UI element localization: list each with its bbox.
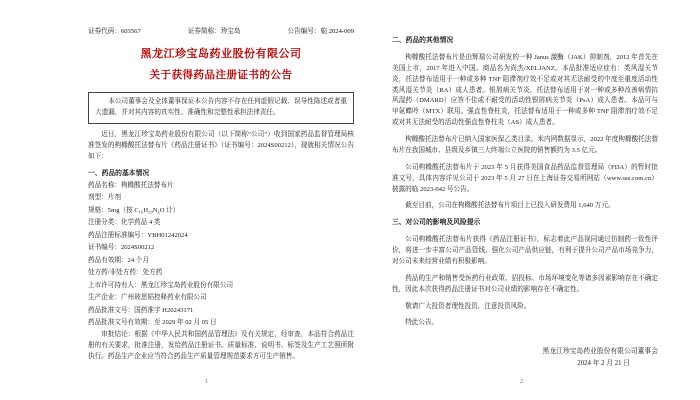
certificate-no-line: 证书编号：2024S00212: [88, 244, 155, 252]
announcement-date: 2024 年 2 月 21 日: [577, 360, 630, 368]
specification-line: 规格：5mg（按 C₁₆H₂₀N₆O 计）: [88, 206, 180, 214]
validity-period-line: 药品有效期：24 个月: [88, 256, 149, 264]
closing-paragraph: 特此公告。: [405, 319, 439, 327]
stock-short-name: 证券简称：珍宝岛: [187, 28, 241, 35]
securities-meta-row: [88, 28, 354, 37]
registration-class-line: 注册分类：化学药品 4 类: [88, 219, 161, 227]
section-2-heading: 二、药品的其他情况: [392, 37, 454, 44]
drug-basic-info-list: [88, 180, 354, 330]
page-number-1: 1: [205, 378, 209, 385]
stock-code: 证券代码：603567: [88, 28, 141, 35]
announcement-number: 公告编号：临 2024-009: [287, 28, 354, 35]
page-number-2: 2: [520, 378, 524, 385]
announcement-title: 关于获得药品注册证书的公告: [149, 69, 293, 81]
fda-approval-paragraph: 公司枸橼酸托法替布片于 2023 年 5 月获得美国食品药品监督管理局（FDA）的暂时批准文号，具体内容详见公司于 2023 年 5 月 27 日在上海证券交易所网站（www.sse.com.cn）披露的临 2023-042 号公告。: [392, 163, 658, 193]
section-3-heading: 三、对公司的影响及风险提示: [392, 219, 481, 227]
impact-paragraph: 公司枸橼酸托法替布片获得《药品注册证书》，标志着此产品视同通过仿制药一致性评价，将进一步丰富公司产品管线，强化公司产品供应链，有利于提升公司产品市场竞争力，对公司未来经营业绩有积极影响。: [392, 236, 658, 265]
prescription-type-line: 处方药/非处方药：处方药: [88, 269, 163, 277]
manufacturer-line: 生产企业：广州玻思韬控释药业有限公司: [88, 294, 207, 302]
intro-paragraph: 近日，黑龙江珍宝岛药业股份有限公司（以下简称“公司”）收到国家药品监督管理局核准签发的枸橼酸托法替布片《药品注册证书》（证书编号：2024S00212），现就相关情况公告如下：: [88, 131, 354, 160]
rd-cost-paragraph: 截至目前，公司在枸橼酸托法替布片项目上已投入研发费用 1,640 万元。: [405, 202, 615, 210]
investor-advice-paragraph: 敬请广大投资者理性投资，注意投资风险。: [405, 302, 531, 310]
license-holder-line: 上市许可持有人：黑龙江珍宝岛药业股份有限公司: [88, 281, 234, 289]
announcement-page-2: [392, 36, 658, 368]
market-data-paragraph: 枸橼酸托法替布片已纳入国家医保乙类目录。米内网数据显示，2022 年度枸橼酸托法替布片在我国城市、县级及乡镇三大终端公立医院的销售额约为 3.5 亿元。: [392, 136, 658, 154]
board-signature: 黑龙江珍宝岛药业股份有限公司董事会: [542, 348, 658, 356]
section-1-heading: 一、药品的基本情况: [88, 169, 150, 177]
drug-name-line: 药品名称：枸橼酸托法替布片: [88, 181, 174, 189]
announcement-page-1: [88, 28, 354, 362]
approval-number-line: 药品批准文号：国药准字 H20243171: [88, 306, 194, 314]
risk-paragraph: 药品的生产和销售受医药行业政策、招投标、市场环境变化等诸多因素影响存在不确定性，因此本次获得药品注册证书对公司业绩的影响存在不确定性。: [392, 274, 658, 293]
drug-background-paragraph: 枸橼酸托法替布片是由辉瑞公司研发的一种 Janus 激酶（JAK）抑制剂，2012 年首先在美国上市，2017 年进入中国。商品名为尚杰/XELJANZ。本品批准适应症有：类风湿关节炎，托法替布适用于一种或多种 TNF 阻滞剂疗效不足或对其无法耐受的中度至重度活动性类风湿关节炎（RA）成人患者。银屑病关节炎，托法替布适用于对一种或多种改善病情抗风湿药（DMARD）应答不佳或不耐受的活动性银屑病关节炎（PsA）成人患者。本品可与甲氨蝶呤（MTX）联用。强直性脊柱炎，托法替布适用于一种或多种 TNF 阻滞剂疗效不足或对其无法耐受的活动性强直性脊柱炎（AS）成人患者。: [392, 53, 658, 127]
registration-standard-no-line: 药品注册标准编号：YBH01242024: [88, 231, 188, 239]
approval-conclusion-paragraph: 审批结论：根据《中华人民共和国药品管理法》及有关规定，经审查，本品符合药品注册的有关要求，批准注册，发给药品注册证书。质量标准、说明书、标签及生产工艺照所附执行。药品生产企业应当符合药品生产质量管理规范要求方可生产销售。: [88, 330, 354, 360]
approval-validity-line: 药品批准文号有效期：至 2029 年 02 月 05 日: [88, 319, 217, 327]
board-disclaimer-box: 本公司董事会及全体董事保证本公告内容不存在任何虚假记载、误导性陈述或者重大遗漏，并对其内容的真实性、准确性和完整性承担法律责任。: [88, 92, 354, 124]
dosage-form-line: 剂型：片剂: [88, 194, 121, 202]
company-title: 黑龙江珍宝岛药业股份有限公司: [140, 47, 302, 60]
